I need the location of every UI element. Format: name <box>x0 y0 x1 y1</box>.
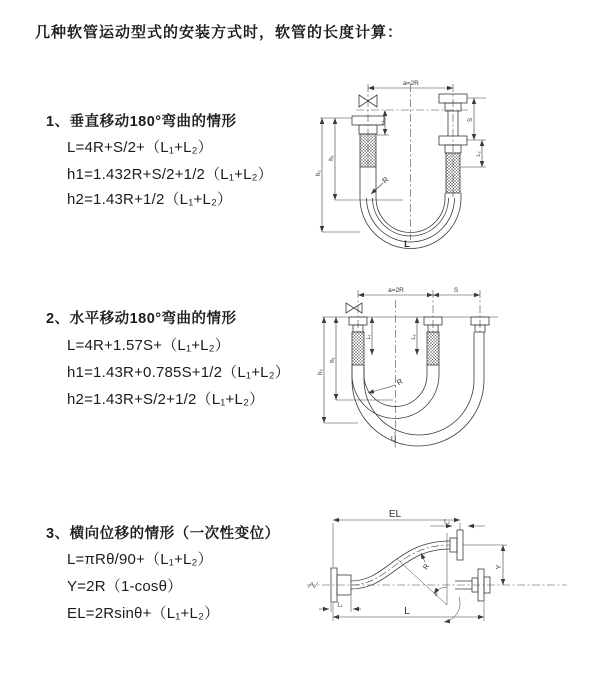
dim-label-l1: L₁ <box>379 120 385 126</box>
diagram-lateral-displacement <box>295 505 585 665</box>
angle-label: θ <box>434 592 438 598</box>
dim-label-y: Y <box>496 564 503 570</box>
dim-label-s: S <box>468 117 474 123</box>
section1-formula-h2: h2=1.43R+1/2（L₁+L₂） <box>67 191 233 208</box>
length-label: L <box>404 239 410 250</box>
dim-label-l1: L₁ <box>337 602 343 609</box>
diagram2-svg <box>308 280 548 455</box>
radius-label: R <box>422 563 432 572</box>
hose-curves <box>351 541 450 589</box>
section3-formula-L: L=πRθ/90+（L₁+L₂） <box>67 551 213 568</box>
dimension-lines <box>324 295 480 446</box>
radius-label: R <box>380 174 391 186</box>
centerlines <box>322 290 498 450</box>
section3-formula-EL: EL=2Rsinθ+（L₁+L₂） <box>67 605 220 622</box>
length-label: L <box>390 434 396 443</box>
dim-label-l2: L₂ <box>444 519 450 526</box>
dimension-lines <box>319 520 503 621</box>
diagram1-svg <box>308 70 538 262</box>
dim-label-a2r: a=2R <box>403 80 419 87</box>
right-braid-section <box>446 153 460 193</box>
section2-formula-h1: h1=1.43R+0.785S+1/2（L₁+L₂） <box>67 364 290 381</box>
dim-label-s: S <box>453 287 459 294</box>
diagram-horizontal-180-bend <box>308 280 548 455</box>
dim-label-a2r: a=2R <box>388 287 404 294</box>
upper-flange <box>450 530 463 560</box>
dim-label-l2: L₂ <box>411 334 417 340</box>
section3-formula-Y: Y=2R（1-cosθ） <box>67 578 183 595</box>
page-title: 几种软管运动型式的安装方式时，软管的长度计算： <box>35 24 404 41</box>
dim-label-el: EL <box>388 509 402 520</box>
section2-formula-h2: h2=1.43R+S/2+1/2（L₁+L₂） <box>67 391 265 408</box>
section2-heading: 2、水平移动180°弯曲的情形 <box>46 311 237 327</box>
dim-label-h1: h₁ <box>329 155 335 161</box>
dim-label-l2: L₂ <box>476 151 482 157</box>
left-braid-section <box>360 134 376 167</box>
dim-label-l1: L₁ <box>366 334 372 340</box>
section1-formula-h1: h1=1.432R+S/2+1/2（L₁+L₂） <box>67 166 273 183</box>
section2-formula-L: L=4R+1.57S+（L₁+L₂） <box>67 337 230 354</box>
dim-label-h2: h₂ <box>316 170 322 176</box>
section1-heading: 1、垂直移动180°弯曲的情形 <box>46 114 237 130</box>
valve-icon <box>346 303 362 313</box>
centerlines <box>307 545 567 588</box>
dim-label-h2: h₂ <box>318 369 324 375</box>
length-label: L <box>404 606 410 617</box>
radius-label: R <box>395 376 405 388</box>
section3-heading: 3、横向位移的情形（一次性变位） <box>46 526 280 542</box>
diagram-vertical-180-bend <box>308 70 538 262</box>
dim-label-h1: h₁ <box>330 357 336 363</box>
diagram3-svg <box>295 505 585 665</box>
section1-formula-L: L=4R+S/2+（L₁+L₂） <box>67 139 213 156</box>
